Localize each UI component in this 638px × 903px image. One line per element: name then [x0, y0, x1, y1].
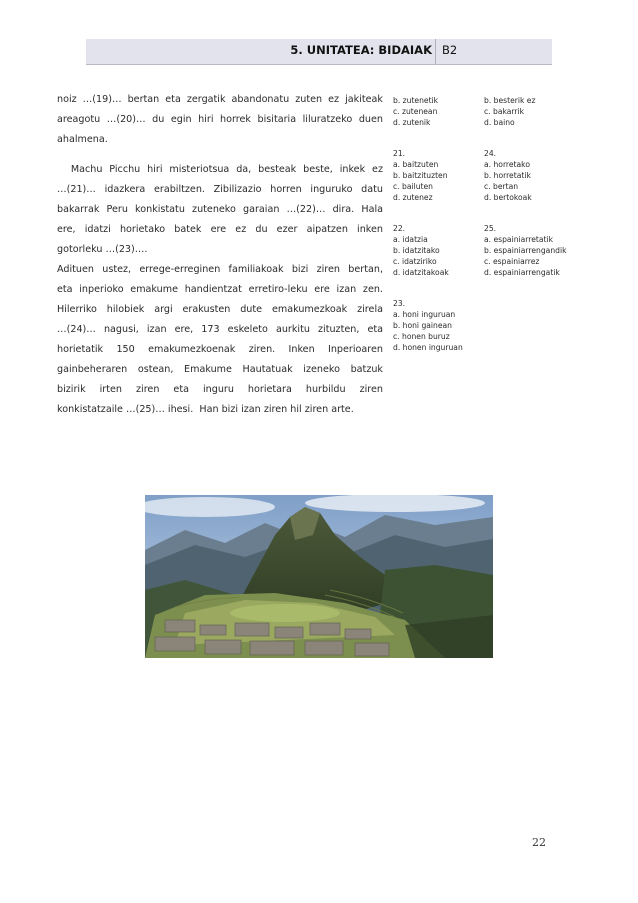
option-item: a. idatzia: [393, 235, 428, 244]
option-item: c. bakarrik: [484, 107, 525, 116]
option-item: b. espainiarrengandik: [484, 246, 567, 255]
option-item: c. bailuten: [393, 182, 433, 191]
option-item: b. baitzituzten: [393, 171, 448, 180]
option-item: b. zutenetik: [393, 96, 439, 105]
option-group: [393, 223, 481, 278]
question-number: 21.: [393, 149, 406, 158]
option-group: [393, 298, 481, 353]
text-line: Adituen ustez, errege-erreginen familiakoak bizi ziren bertan,: [57, 264, 383, 275]
option-item: b. idatzitako: [393, 246, 440, 255]
text-line: bakarrak Peru konkistatu zuteneko garaian …(22)… dira. Hala: [57, 204, 383, 215]
option-item: c. zutenean: [393, 107, 438, 116]
option-item: c. bertan: [484, 182, 519, 191]
text-line: areagotu …(20)… du egin hiri horrek bisitaria liluratzeko duen: [57, 114, 383, 125]
option-item: c. honen buruz: [393, 332, 450, 341]
option-item: d. honen inguruan: [393, 343, 463, 352]
machu-picchu-photo: [145, 495, 493, 658]
text-line: bizirik irten ziren eta inguru horietara hurbildu ziren: [57, 384, 383, 395]
options-column-2: [484, 95, 574, 298]
text-line: horietatik 150 emakumezkoenak ziren. Inken Inperioaren: [57, 344, 383, 355]
header-divider: [435, 39, 436, 64]
text-line: …(21)… idazkera erabiltzen. Zibilizazio horren inguruko datu: [57, 184, 383, 195]
text-line: Machu Picchu hiri misteriotsua da, besteak beste, inkek ez: [57, 164, 383, 175]
page-number: 22: [532, 836, 546, 849]
option-item: b. besterik ez: [484, 96, 536, 105]
option-item: c. espainiarrez: [484, 257, 540, 266]
option-item: a. horretako: [484, 160, 530, 169]
question-number: 22.: [393, 224, 406, 233]
text-line: gainbeheraren ostean, Emakume Hautatuak izeneko batzuk: [57, 364, 383, 375]
question-number: 23.: [393, 299, 406, 308]
option-group: [393, 148, 481, 203]
unit-title: 5. UNITATEA: BIDAIAK: [290, 43, 432, 57]
option-item: d. espainiarrengatik: [484, 268, 560, 277]
reading-text: [57, 90, 383, 420]
page-header: [86, 39, 552, 65]
option-item: a. espainiarretatik: [484, 235, 553, 244]
level-label: B2: [442, 43, 458, 57]
option-item: b. horretatik: [484, 171, 531, 180]
option-item: d. zutenez: [393, 193, 433, 202]
option-item: c. idatziriko: [393, 257, 437, 266]
option-group: [484, 95, 574, 128]
option-item: d. baino: [484, 118, 515, 127]
text-line: …(24)… nagusi, izan ere, 173 eskeleto aurkitu zituzten, eta: [57, 324, 383, 335]
options-column-1: [393, 95, 481, 373]
text-line: eta inperioko emakume handientzat erretiro-leku ere izan zen.: [57, 284, 383, 295]
option-group: [484, 223, 574, 278]
text-line: ere, idatzi horietako batek ere ez du ezer aipatzen inken: [57, 224, 383, 235]
option-item: d. zutenik: [393, 118, 431, 127]
option-item: d. bertokoak: [484, 193, 532, 202]
option-group: [484, 148, 574, 203]
option-item: d. idatzitakoak: [393, 268, 449, 277]
text-line: Hilerriko hilobiek argi erakusten dute emakumezkoak zirela: [57, 304, 383, 315]
option-group: [393, 95, 481, 128]
question-number: 24.: [484, 149, 497, 158]
option-item: b. honi gainean: [393, 321, 452, 330]
option-item: a. honi inguruan: [393, 310, 456, 319]
text-line: noiz …(19)… bertan eta zergatik abandonatu zuten ez jakiteak: [57, 94, 383, 105]
question-number: 25.: [484, 224, 497, 233]
text-line: ahalmena.: [57, 134, 108, 145]
text-line: konkistatzaile …(25)… ihesi. Han bizi izan ziren hil ziren arte.: [57, 404, 354, 415]
option-item: a. baitzuten: [393, 160, 439, 169]
text-line: gotorleku …(23)….: [57, 244, 148, 255]
